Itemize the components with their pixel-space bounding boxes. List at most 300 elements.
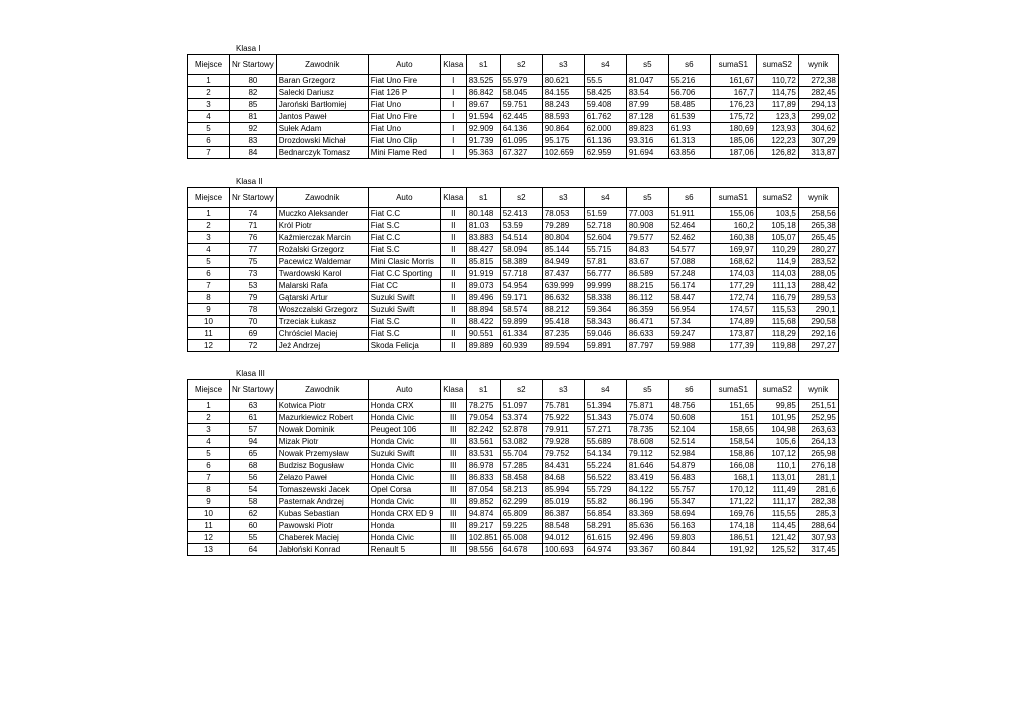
cell-miejsce: 2 [188, 87, 230, 99]
cell-klasa: III [440, 520, 466, 532]
cell-s3: 80.804 [542, 232, 584, 244]
cell-suma-s2: 123,3 [756, 111, 798, 123]
cell-zawodnik: Drozdowski Michał [276, 135, 368, 147]
column-header-wynik: wynik [798, 55, 838, 75]
cell-nr-startowy: 73 [230, 268, 277, 280]
cell-s3: 95.175 [542, 135, 584, 147]
cell-s4: 54.134 [584, 448, 626, 460]
cell-s1: 89.852 [466, 496, 500, 508]
cell-suma-s2: 99,85 [756, 400, 798, 412]
cell-s5: 88.215 [626, 280, 668, 292]
cell-s6: 57.088 [668, 256, 710, 268]
cell-wynik: 285,3 [798, 508, 838, 520]
cell-s5: 84.122 [626, 484, 668, 496]
cell-s3: 84.431 [542, 460, 584, 472]
table-row [188, 520, 839, 532]
cell-nr-startowy: 74 [230, 208, 277, 220]
cell-auto: Opel Corsa [368, 484, 440, 496]
cell-s5: 79.112 [626, 448, 668, 460]
cell-s3: 89.594 [542, 340, 584, 352]
cell-s6: 61.539 [668, 111, 710, 123]
cell-suma-s2: 115,55 [756, 508, 798, 520]
cell-s5: 87.128 [626, 111, 668, 123]
cell-s1: 81.03 [466, 220, 500, 232]
cell-zawodnik: Twardowski Karol [276, 268, 368, 280]
cell-s1: 91.594 [466, 111, 500, 123]
cell-auto: Peugeot 106 [368, 424, 440, 436]
cell-suma-s2: 123,93 [756, 123, 798, 135]
cell-nr-startowy: 58 [230, 496, 277, 508]
cell-zawodnik: Salecki Dariusz [276, 87, 368, 99]
cell-s1: 82.242 [466, 424, 500, 436]
cell-suma-s1: 169,76 [710, 508, 756, 520]
cell-suma-s1: 185,06 [710, 135, 756, 147]
cell-klasa: III [440, 544, 466, 556]
cell-suma-s2: 104,98 [756, 424, 798, 436]
cell-s4: 56.777 [584, 268, 626, 280]
cell-miejsce: 2 [188, 220, 230, 232]
cell-s4: 59.408 [584, 99, 626, 111]
cell-suma-s2: 121,42 [756, 532, 798, 544]
cell-suma-s2: 119,88 [756, 340, 798, 352]
cell-s5: 86.112 [626, 292, 668, 304]
cell-s5: 78.735 [626, 424, 668, 436]
cell-s2: 52.413 [500, 208, 542, 220]
table-row [188, 99, 839, 111]
cell-wynik: 307,93 [798, 532, 838, 544]
cell-miejsce: 8 [188, 484, 230, 496]
cell-s3: 88.212 [542, 304, 584, 316]
cell-nr-startowy: 64 [230, 544, 277, 556]
cell-suma-s2: 118,29 [756, 328, 798, 340]
cell-nr-startowy: 81 [230, 111, 277, 123]
cell-s2: 59.899 [500, 316, 542, 328]
cell-zawodnik: Gątarski Artur [276, 292, 368, 304]
cell-zawodnik: Mizak Piotr [276, 436, 368, 448]
cell-s1: 98.556 [466, 544, 500, 556]
cell-s6: 63.856 [668, 147, 710, 159]
cell-klasa: II [440, 268, 466, 280]
cell-zawodnik: Mazurkiewicz Robert [276, 412, 368, 424]
column-header-s2: s2 [500, 188, 542, 208]
cell-s5: 91.694 [626, 147, 668, 159]
cell-nr-startowy: 77 [230, 244, 277, 256]
table-row [188, 268, 839, 280]
cell-s2: 60.939 [500, 340, 542, 352]
cell-auto: Fiat Uno Fire [368, 111, 440, 123]
cell-s5: 92.496 [626, 532, 668, 544]
cell-nr-startowy: 76 [230, 232, 277, 244]
cell-auto: Honda Civic [368, 472, 440, 484]
cell-s4: 62.959 [584, 147, 626, 159]
cell-suma-s1: 168,1 [710, 472, 756, 484]
cell-suma-s1: 158,65 [710, 424, 756, 436]
table-row [188, 448, 839, 460]
cell-miejsce: 10 [188, 316, 230, 328]
cell-s2: 54.954 [500, 280, 542, 292]
cell-klasa: I [440, 99, 466, 111]
header-row [188, 380, 839, 400]
cell-miejsce: 5 [188, 448, 230, 460]
cell-wynik: 288,05 [798, 268, 838, 280]
cell-s2: 51.097 [500, 400, 542, 412]
cell-s2: 58.094 [500, 244, 542, 256]
cell-klasa: II [440, 232, 466, 244]
cell-s3: 75.781 [542, 400, 584, 412]
cell-s2: 61.095 [500, 135, 542, 147]
cell-wynik: 297,27 [798, 340, 838, 352]
cell-s1: 86.842 [466, 87, 500, 99]
cell-auto: Suzuki Swift [368, 292, 440, 304]
column-header-s3: s3 [542, 55, 584, 75]
cell-s1: 102.851 [466, 532, 500, 544]
cell-suma-s2: 114,03 [756, 268, 798, 280]
cell-s2: 59.225 [500, 520, 542, 532]
cell-s2: 55.979 [500, 75, 542, 87]
cell-s2: 58.458 [500, 472, 542, 484]
table-row [188, 532, 839, 544]
cell-nr-startowy: 72 [230, 340, 277, 352]
cell-s1: 83.561 [466, 436, 500, 448]
cell-auto: Fiat S.C [368, 328, 440, 340]
cell-miejsce: 11 [188, 520, 230, 532]
cell-s3: 87.235 [542, 328, 584, 340]
cell-klasa: III [440, 472, 466, 484]
cell-klasa: II [440, 304, 466, 316]
cell-suma-s1: 169,97 [710, 244, 756, 256]
cell-s3: 90.864 [542, 123, 584, 135]
cell-s3: 78.053 [542, 208, 584, 220]
cell-s1: 88.427 [466, 244, 500, 256]
cell-auto: Fiat Uno [368, 99, 440, 111]
cell-klasa: II [440, 328, 466, 340]
column-header-suma-s1: sumaS1 [710, 55, 756, 75]
cell-s3: 85.994 [542, 484, 584, 496]
cell-zawodnik: Nowak Przemysław [276, 448, 368, 460]
cell-wynik: 307,29 [798, 135, 838, 147]
cell-zawodnik: Chróściel Maciej [276, 328, 368, 340]
cell-s4: 59.046 [584, 328, 626, 340]
cell-suma-s1: 191,92 [710, 544, 756, 556]
cell-wynik: 317,45 [798, 544, 838, 556]
cell-s5: 86.196 [626, 496, 668, 508]
cell-miejsce: 7 [188, 280, 230, 292]
cell-s2: 62.445 [500, 111, 542, 123]
cell-wynik: 292,16 [798, 328, 838, 340]
cell-s3: 88.548 [542, 520, 584, 532]
cell-s6: 55.757 [668, 484, 710, 496]
cell-s6: 55.347 [668, 496, 710, 508]
table-row [188, 147, 839, 159]
cell-s6: 57.248 [668, 268, 710, 280]
cell-s1: 79.054 [466, 412, 500, 424]
cell-s4: 58.425 [584, 87, 626, 99]
column-header-s3: s3 [542, 380, 584, 400]
cell-miejsce: 1 [188, 208, 230, 220]
cell-klasa: III [440, 448, 466, 460]
column-header-s5: s5 [626, 188, 668, 208]
cell-s3: 102.659 [542, 147, 584, 159]
cell-s3: 87.437 [542, 268, 584, 280]
cell-miejsce: 4 [188, 111, 230, 123]
cell-klasa: II [440, 316, 466, 328]
cell-suma-s2: 115,53 [756, 304, 798, 316]
column-header-s2: s2 [500, 55, 542, 75]
section-title: Klasa III [236, 369, 265, 378]
cell-miejsce: 3 [188, 424, 230, 436]
cell-auto: Honda Civic [368, 460, 440, 472]
column-header-wynik: wynik [798, 188, 838, 208]
cell-miejsce: 3 [188, 99, 230, 111]
cell-klasa: I [440, 111, 466, 123]
cell-suma-s1: 176,23 [710, 99, 756, 111]
cell-nr-startowy: 79 [230, 292, 277, 304]
cell-miejsce: 10 [188, 508, 230, 520]
cell-suma-s1: 167,7 [710, 87, 756, 99]
cell-s4: 56.522 [584, 472, 626, 484]
cell-s1: 78.275 [466, 400, 500, 412]
cell-miejsce: 7 [188, 472, 230, 484]
cell-wynik: 289,53 [798, 292, 838, 304]
cell-s1: 80.148 [466, 208, 500, 220]
cell-miejsce: 6 [188, 135, 230, 147]
cell-s3: 84.949 [542, 256, 584, 268]
cell-s1: 86.833 [466, 472, 500, 484]
cell-wynik: 294,13 [798, 99, 838, 111]
cell-s6: 59.988 [668, 340, 710, 352]
cell-nr-startowy: 70 [230, 316, 277, 328]
cell-s4: 51.394 [584, 400, 626, 412]
cell-klasa: II [440, 220, 466, 232]
cell-auto: Fiat C.C [368, 208, 440, 220]
table-row [188, 340, 839, 352]
cell-s1: 85.815 [466, 256, 500, 268]
cell-zawodnik: Żelazo Paweł [276, 472, 368, 484]
column-header-suma-s1: sumaS1 [710, 188, 756, 208]
cell-klasa: III [440, 484, 466, 496]
cell-suma-s1: 168,62 [710, 256, 756, 268]
cell-nr-startowy: 84 [230, 147, 277, 159]
cell-auto: Honda CRX ED 9 [368, 508, 440, 520]
cell-s4: 64.974 [584, 544, 626, 556]
table-row [188, 123, 839, 135]
cell-auto: Renault 5 [368, 544, 440, 556]
table-row [188, 304, 839, 316]
cell-auto: Fiat Uno Fire [368, 75, 440, 87]
cell-nr-startowy: 62 [230, 508, 277, 520]
cell-zawodnik: Rożalski Grzegorz [276, 244, 368, 256]
column-header-suma-s2: sumaS2 [756, 380, 798, 400]
cell-klasa: I [440, 87, 466, 99]
cell-suma-s2: 105,18 [756, 220, 798, 232]
table-row [188, 256, 839, 268]
cell-miejsce: 12 [188, 340, 230, 352]
column-header-suma-s2: sumaS2 [756, 188, 798, 208]
cell-s2: 57.718 [500, 268, 542, 280]
cell-suma-s1: 174,03 [710, 268, 756, 280]
cell-s6: 52.104 [668, 424, 710, 436]
cell-s1: 94.874 [466, 508, 500, 520]
cell-suma-s2: 114,75 [756, 87, 798, 99]
cell-s4: 61.615 [584, 532, 626, 544]
table-row [188, 460, 839, 472]
cell-s5: 84.83 [626, 244, 668, 256]
cell-s6: 58.447 [668, 292, 710, 304]
cell-suma-s1: 174,89 [710, 316, 756, 328]
cell-s2: 52.878 [500, 424, 542, 436]
cell-miejsce: 2 [188, 412, 230, 424]
cell-s5: 75.871 [626, 400, 668, 412]
cell-s3: 75.922 [542, 412, 584, 424]
cell-suma-s1: 158,54 [710, 436, 756, 448]
cell-s2: 54.514 [500, 232, 542, 244]
table-row [188, 220, 839, 232]
cell-suma-s1: 180,69 [710, 123, 756, 135]
cell-suma-s2: 111,49 [756, 484, 798, 496]
cell-s6: 58.694 [668, 508, 710, 520]
cell-miejsce: 7 [188, 147, 230, 159]
cell-s6: 59.803 [668, 532, 710, 544]
cell-klasa: III [440, 400, 466, 412]
cell-wynik: 304,62 [798, 123, 838, 135]
cell-zawodnik: Woszczalski Grzegorz [276, 304, 368, 316]
column-header-miejsce: Miejsce [188, 55, 230, 75]
cell-miejsce: 5 [188, 256, 230, 268]
cell-s4: 56.854 [584, 508, 626, 520]
cell-s4: 58.343 [584, 316, 626, 328]
cell-klasa: I [440, 123, 466, 135]
cell-s4: 55.5 [584, 75, 626, 87]
cell-s5: 77.003 [626, 208, 668, 220]
table-row [188, 436, 839, 448]
cell-klasa: II [440, 256, 466, 268]
cell-klasa: I [440, 147, 466, 159]
table-row [188, 484, 839, 496]
cell-wynik: 276,18 [798, 460, 838, 472]
cell-s3: 79.289 [542, 220, 584, 232]
cell-nr-startowy: 65 [230, 448, 277, 460]
cell-auto: Fiat CC [368, 280, 440, 292]
column-header-auto: Auto [368, 380, 440, 400]
cell-s3: 95.418 [542, 316, 584, 328]
cell-s4: 61.762 [584, 111, 626, 123]
cell-s4: 57.81 [584, 256, 626, 268]
cell-s1: 86.978 [466, 460, 500, 472]
cell-s6: 56.163 [668, 520, 710, 532]
cell-suma-s1: 175,72 [710, 111, 756, 123]
column-header-klasa: Klasa [440, 55, 466, 75]
cell-wynik: 288,64 [798, 520, 838, 532]
table-row [188, 292, 839, 304]
cell-s1: 89.073 [466, 280, 500, 292]
cell-wynik: 252,95 [798, 412, 838, 424]
cell-s6: 61.313 [668, 135, 710, 147]
cell-suma-s1: 170,12 [710, 484, 756, 496]
cell-s2: 58.574 [500, 304, 542, 316]
cell-miejsce: 12 [188, 532, 230, 544]
cell-suma-s1: 186,51 [710, 532, 756, 544]
header-row [188, 55, 839, 75]
cell-wynik: 281,6 [798, 484, 838, 496]
cell-miejsce: 9 [188, 304, 230, 316]
cell-suma-s2: 103,5 [756, 208, 798, 220]
cell-suma-s1: 174,18 [710, 520, 756, 532]
cell-s6: 55.216 [668, 75, 710, 87]
cell-suma-s2: 114,45 [756, 520, 798, 532]
cell-s2: 61.334 [500, 328, 542, 340]
cell-zawodnik: Budzisz Bogusław [276, 460, 368, 472]
cell-s1: 91.919 [466, 268, 500, 280]
cell-s4: 58.291 [584, 520, 626, 532]
cell-s6: 57.34 [668, 316, 710, 328]
column-header-miejsce: Miejsce [188, 188, 230, 208]
column-header-s5: s5 [626, 55, 668, 75]
column-header-s6: s6 [668, 188, 710, 208]
cell-auto: Honda CRX [368, 400, 440, 412]
cell-miejsce: 4 [188, 436, 230, 448]
cell-s3: 86.632 [542, 292, 584, 304]
cell-auto: Fiat Uno [368, 123, 440, 135]
cell-miejsce: 5 [188, 123, 230, 135]
table-row [188, 232, 839, 244]
cell-s6: 52.462 [668, 232, 710, 244]
cell-suma-s1: 166,08 [710, 460, 756, 472]
cell-s3: 85.019 [542, 496, 584, 508]
table-row [188, 412, 839, 424]
column-header-nr-startowy: Nr Startowy [230, 55, 277, 75]
cell-suma-s1: 172,74 [710, 292, 756, 304]
cell-wynik: 290,58 [798, 316, 838, 328]
cell-suma-s2: 126,82 [756, 147, 798, 159]
section-klasa-2 [187, 177, 839, 352]
cell-suma-s2: 111,13 [756, 280, 798, 292]
cell-wynik: 251,51 [798, 400, 838, 412]
column-header-s6: s6 [668, 380, 710, 400]
cell-nr-startowy: 83 [230, 135, 277, 147]
cell-wynik: 265,98 [798, 448, 838, 460]
section-title: Klasa I [236, 44, 261, 53]
cell-s4: 58.338 [584, 292, 626, 304]
cell-s3: 84.155 [542, 87, 584, 99]
cell-s4: 57.271 [584, 424, 626, 436]
cell-s1: 88.894 [466, 304, 500, 316]
cell-miejsce: 1 [188, 75, 230, 87]
column-header-wynik: wynik [798, 380, 838, 400]
cell-s4: 52.604 [584, 232, 626, 244]
cell-suma-s1: 160,38 [710, 232, 756, 244]
cell-s5: 83.54 [626, 87, 668, 99]
cell-zawodnik: Kotwica Piotr [276, 400, 368, 412]
cell-auto: Fiat Uno Clip [368, 135, 440, 147]
column-header-miejsce: Miejsce [188, 380, 230, 400]
cell-suma-s1: 160,2 [710, 220, 756, 232]
cell-klasa: III [440, 436, 466, 448]
column-header-suma-s1: sumaS1 [710, 380, 756, 400]
cell-wynik: 263,63 [798, 424, 838, 436]
column-header-s1: s1 [466, 188, 500, 208]
cell-s3: 79.911 [542, 424, 584, 436]
table-row [188, 316, 839, 328]
cell-s4: 61.136 [584, 135, 626, 147]
cell-miejsce: 6 [188, 268, 230, 280]
cell-s6: 56.174 [668, 280, 710, 292]
cell-suma-s2: 115,68 [756, 316, 798, 328]
cell-nr-startowy: 53 [230, 280, 277, 292]
cell-zawodnik: Muczko Aleksander [276, 208, 368, 220]
column-header-s3: s3 [542, 188, 584, 208]
cell-s5: 86.359 [626, 304, 668, 316]
cell-wynik: 281,1 [798, 472, 838, 484]
